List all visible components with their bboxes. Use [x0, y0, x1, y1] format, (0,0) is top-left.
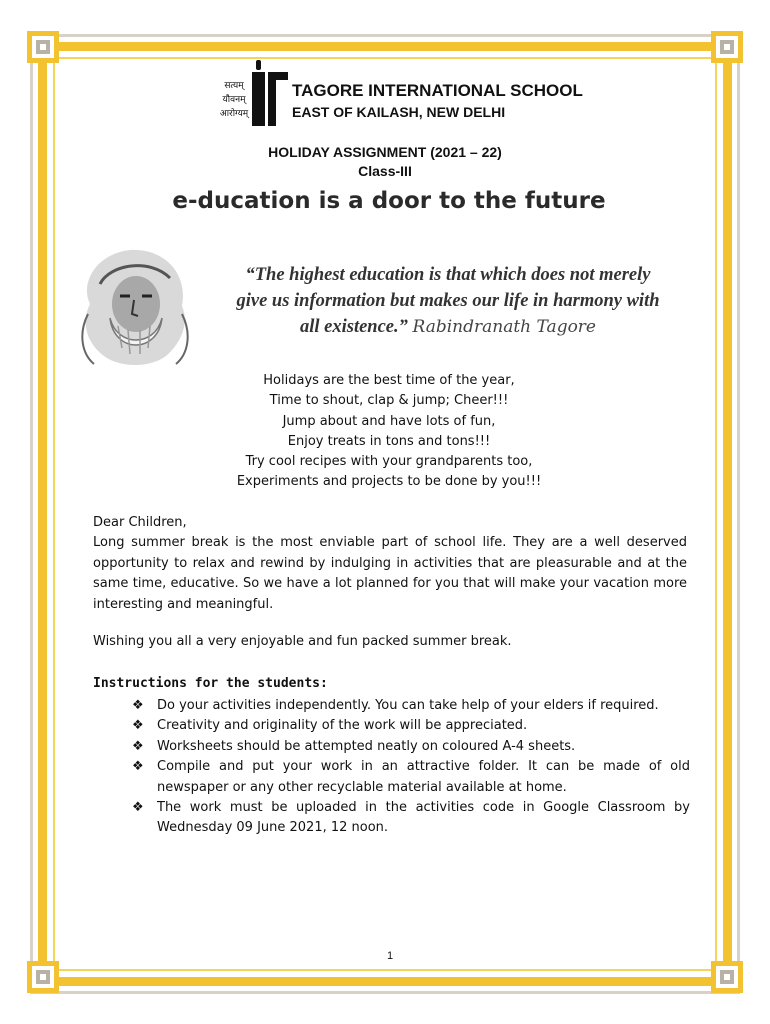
instructions-heading: Instructions for the students: — [93, 676, 328, 691]
diamond-bullet-icon: ❖ — [132, 698, 144, 713]
school-name: TAGORE INTERNATIONAL SCHOOL — [292, 81, 583, 100]
quote-line: “The highest education is that which does not merely — [245, 265, 651, 285]
letter-body: Long summer break is the most enviable part of school life. They are a well deserved opportunity to relax and rewind by indulging in activities that are pleasurable and at the same time, educative. So we have a lot planned for you that will make your vacation more interesting and meaningful. — [93, 535, 687, 612]
quote-line-last — [200, 314, 696, 340]
list-item — [130, 737, 690, 757]
logo-motto-line: यौवनम् — [222, 95, 246, 105]
instruction-text: Compile and put your work in an attractive folder. It can be made of old newspaper or any other recyclable material available at home. — [157, 759, 690, 795]
quote-author: Rabindranath Tagore — [412, 317, 596, 337]
class-label: Class-III — [358, 163, 412, 179]
poem-line: Jump about and have lots of fun, — [282, 413, 496, 429]
letter-wish: Wishing you all a very enjoyable and fun packed summer break. — [93, 634, 512, 649]
letter — [93, 513, 687, 615]
tagline: e-ducation is a door to the future — [172, 188, 606, 214]
holiday-poem — [0, 371, 770, 493]
instruction-text: Do your activities independently. You can take help of your elders if required. — [157, 698, 659, 713]
corner-ornament-icon — [26, 30, 60, 64]
diamond-bullet-icon: ❖ — [132, 738, 144, 754]
list-item — [130, 798, 690, 839]
logo-motto-line: सत्यम् — [224, 81, 244, 91]
diamond-bullet-icon: ❖ — [132, 718, 144, 734]
instruction-text: Creativity and originality of the work will be appreciated. — [157, 718, 528, 734]
poem-line: Enjoy treats in tons and tons!!! — [287, 433, 491, 449]
poem-line: Try cool recipes with your grandparents too, — [245, 454, 533, 470]
logo-motto-line: आरोग्यम् — [219, 109, 249, 119]
tagore-quote — [200, 262, 696, 340]
quote-line: all existence.” — [300, 317, 408, 337]
tagore-portrait-image — [70, 244, 200, 370]
list-item — [130, 696, 690, 716]
page-number: 1 — [386, 950, 394, 962]
list-item — [130, 757, 690, 798]
instruction-text: Worksheets should be attempted neatly on coloured A-4 sheets. — [157, 738, 576, 754]
list-item — [130, 716, 690, 736]
instruction-text: The work must be uploaded in the activities code in Google Classroom by Wednesday 09 June 2021, 12 noon. — [157, 800, 690, 836]
corner-ornament-icon — [26, 960, 60, 994]
quote-line: give us information but makes our life in harmony with — [236, 291, 660, 311]
poem-line: Time to shout, clap & jump; Cheer!!! — [269, 393, 509, 409]
school-location: EAST OF KAILASH, NEW DELHI — [292, 104, 506, 120]
instructions-list — [130, 696, 690, 839]
corner-ornament-icon — [710, 960, 744, 994]
school-logo-icon — [216, 58, 290, 128]
corner-ornament-icon — [710, 30, 744, 64]
assignment-title: HOLIDAY ASSIGNMENT (2021 – 22) — [268, 144, 502, 160]
poem-line: Experiments and projects to be done by you!!! — [236, 474, 542, 490]
poem-line: Holidays are the best time of the year, — [263, 373, 515, 388]
diamond-bullet-icon: ❖ — [132, 759, 144, 775]
letter-greeting: Dear Children, — [93, 515, 187, 530]
diamond-bullet-icon: ❖ — [132, 800, 144, 816]
